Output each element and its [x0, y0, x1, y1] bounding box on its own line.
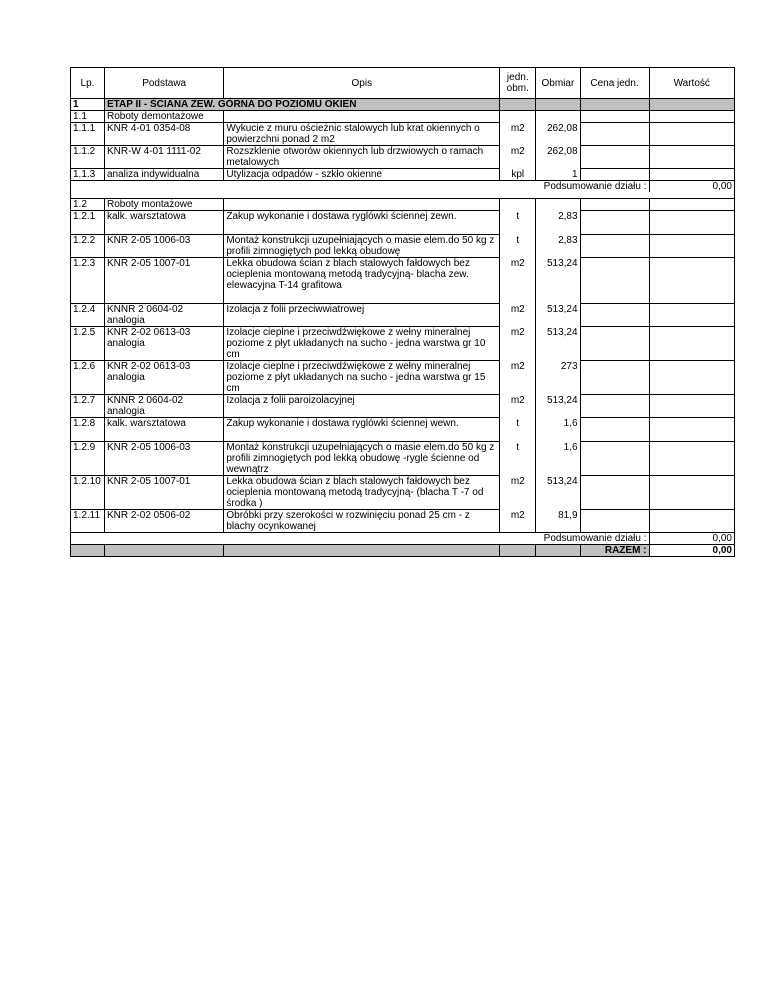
table-row [71, 418, 735, 442]
item-obmiar: 273 [536, 361, 580, 395]
table-row [71, 510, 735, 533]
item-obmiar: 513,24 [536, 258, 580, 304]
item-wartosc [649, 395, 734, 418]
item-cena [580, 442, 649, 476]
item-cena [580, 211, 649, 235]
header-opis: Opis [224, 68, 500, 99]
item-wartosc [649, 304, 734, 327]
table-row [71, 361, 735, 395]
item-wartosc [649, 146, 734, 169]
item-obmiar: 1 [536, 169, 580, 181]
item-lp: 1.2.11 [71, 510, 105, 533]
etap-lp: 1 [71, 99, 105, 111]
table-row [71, 327, 735, 361]
item-podstawa: KNR 2-05 1007-01 [104, 258, 223, 304]
item-wartosc [649, 169, 734, 181]
item-jedn: m2 [500, 258, 536, 304]
summary-label: Podsumowanie działu : [71, 181, 650, 193]
item-lp: 1.2.9 [71, 442, 105, 476]
item-obmiar: 1,6 [536, 418, 580, 442]
item-obmiar: 513,24 [536, 327, 580, 361]
item-cena [580, 146, 649, 169]
item-obmiar: 262,08 [536, 123, 580, 146]
item-podstawa: KNR 2-05 1006-03 [104, 235, 223, 258]
item-jedn: t [500, 418, 536, 442]
item-lp: 1.2.5 [71, 327, 105, 361]
item-jedn: m2 [500, 327, 536, 361]
table-row [71, 304, 735, 327]
item-opis: Montaż konstrukcji uzupełniających o masie elem.do 50 kg z profili zimnogiętych pod lekką obudowę -rygle ścienne od wewnątrz [224, 442, 500, 476]
total-row [71, 545, 735, 557]
item-opis: Obróbki przy szerokości w rozwinięciu ponad 25 cm - z blachy ocynkowanej [224, 510, 500, 533]
item-lp: 1.2.6 [71, 361, 105, 395]
table-row [71, 146, 735, 169]
item-obmiar: 2,83 [536, 211, 580, 235]
item-wartosc [649, 211, 734, 235]
table-row [71, 442, 735, 476]
section-row [71, 199, 735, 211]
item-podstawa: KNR 2-05 1006-03 [104, 442, 223, 476]
item-wartosc [649, 476, 734, 510]
section-lp: 1.1 [71, 111, 105, 123]
item-cena [580, 418, 649, 442]
item-podstawa: KNR 2-02 0613-03 analogia [104, 327, 223, 361]
item-opis: Montaż konstrukcji uzupełniających o masie elem.do 50 kg z profili zimnogiętych pod lekką obudowę [224, 235, 500, 258]
item-lp: 1.2.3 [71, 258, 105, 304]
item-jedn: m2 [500, 304, 536, 327]
item-jedn: t [500, 211, 536, 235]
section-row [71, 111, 735, 123]
item-wartosc [649, 235, 734, 258]
item-opis: Wykucie z muru ościeżnic stalowych lub krat okiennych o powierzchni ponad 2 m2 [224, 123, 500, 146]
header-obmiar: Obmiar [536, 68, 580, 99]
cost-estimate-table [70, 67, 735, 557]
item-lp: 1.2.7 [71, 395, 105, 418]
table-row [71, 169, 735, 181]
item-opis: Zakup wykonanie i dostawa ryglówki ściennej zewn. [224, 211, 500, 235]
header-podstawa: Podstawa [104, 68, 223, 99]
item-opis: Utylizacja odpadów - szkło okienne [224, 169, 500, 181]
header-wartosc: Wartość [649, 68, 734, 99]
item-podstawa: analiza indywidualna [104, 169, 223, 181]
total-value: 0,00 [649, 545, 734, 557]
item-jedn: m2 [500, 123, 536, 146]
header-cena: Cena jedn. [580, 68, 649, 99]
item-wartosc [649, 442, 734, 476]
section-lp: 1.2 [71, 199, 105, 211]
item-podstawa: KNR-W 4-01 1111-02 [104, 146, 223, 169]
item-lp: 1.2.4 [71, 304, 105, 327]
item-podstawa: KNNR 2 0604-02 analogia [104, 304, 223, 327]
section-summary-row [71, 533, 735, 545]
summary-label: Podsumowanie działu : [71, 533, 650, 545]
etap-row [71, 99, 735, 111]
summary-value: 0,00 [649, 181, 734, 193]
item-cena [580, 235, 649, 258]
header-jedn: jedn. obm. [500, 68, 536, 99]
table-row [71, 123, 735, 146]
item-podstawa: KNR 2-05 1007-01 [104, 476, 223, 510]
table-row [71, 211, 735, 235]
table-row [71, 235, 735, 258]
item-lp: 1.1.3 [71, 169, 105, 181]
item-jedn: t [500, 442, 536, 476]
item-podstawa: kalk. warsztatowa [104, 418, 223, 442]
item-cena [580, 169, 649, 181]
item-jedn: m2 [500, 476, 536, 510]
item-opis: Rozszklenie otworów okiennych lub drzwiowych o ramach metalowych [224, 146, 500, 169]
item-opis: Izolacje cieplne i przeciwdźwiękowe z wełny mineralnej poziome z płyt układanych na sucho - jedna warstwa gr 15 cm [224, 361, 500, 395]
item-obmiar: 81,9 [536, 510, 580, 533]
header-lp: Lp. [71, 68, 105, 99]
item-opis: Izolacje cieplne i przeciwdźwiękowe z wełny mineralnej poziome z płyt układanych na sucho - jedna warstwa gr 10 cm [224, 327, 500, 361]
table-row [71, 258, 735, 304]
item-cena [580, 304, 649, 327]
item-podstawa: KNNR 2 0604-02 analogia [104, 395, 223, 418]
table-header-row [71, 68, 735, 99]
item-lp: 1.2.8 [71, 418, 105, 442]
section-summary-row [71, 181, 735, 193]
item-lp: 1.2.10 [71, 476, 105, 510]
item-obmiar: 513,24 [536, 395, 580, 418]
item-podstawa: KNR 4-01 0354-08 [104, 123, 223, 146]
table-row [71, 476, 735, 510]
item-obmiar: 513,24 [536, 476, 580, 510]
item-obmiar: 262,08 [536, 146, 580, 169]
item-wartosc [649, 327, 734, 361]
item-lp: 1.1.1 [71, 123, 105, 146]
summary-value: 0,00 [649, 533, 734, 545]
item-cena [580, 476, 649, 510]
section-title: Roboty demontażowe [104, 111, 223, 123]
item-wartosc [649, 361, 734, 395]
item-jedn: m2 [500, 361, 536, 395]
item-jedn: m2 [500, 146, 536, 169]
item-jedn: t [500, 235, 536, 258]
item-podstawa: KNR 2-02 0506-02 [104, 510, 223, 533]
item-opis: Izolacja z folii paroizolacyjnej [224, 395, 500, 418]
item-lp: 1.1.2 [71, 146, 105, 169]
table-row [71, 395, 735, 418]
item-opis: Izolacja z folii przeciwwiatrowej [224, 304, 500, 327]
total-label: RAZEM : [580, 545, 649, 557]
item-jedn: m2 [500, 395, 536, 418]
item-cena [580, 123, 649, 146]
item-wartosc [649, 258, 734, 304]
item-podstawa: KNR 2-02 0613-03 analogia [104, 361, 223, 395]
item-opis: Zakup wykonanie i dostawa ryglówki ściennej wewn. [224, 418, 500, 442]
item-lp: 1.2.2 [71, 235, 105, 258]
item-cena [580, 395, 649, 418]
item-cena [580, 327, 649, 361]
item-wartosc [649, 418, 734, 442]
section-title: Roboty montażowe [104, 199, 223, 211]
item-cena [580, 258, 649, 304]
item-cena [580, 510, 649, 533]
item-obmiar: 2,83 [536, 235, 580, 258]
item-obmiar: 1,6 [536, 442, 580, 476]
item-jedn: m2 [500, 510, 536, 533]
item-lp: 1.2.1 [71, 211, 105, 235]
item-podstawa: kalk. warsztatowa [104, 211, 223, 235]
item-wartosc [649, 123, 734, 146]
item-opis: Lekka obudowa ścian z blach stalowych fałdowych bez ocieplenia montowaną metodą tradycyjną- blacha zew. elewacyjna T-14 grafitowa [224, 258, 500, 304]
item-obmiar: 513,24 [536, 304, 580, 327]
item-jedn: kpl [500, 169, 536, 181]
item-opis: Lekka obudowa ścian z blach stalowych fałdowych bez ocieplenia montowaną metodą tradycyjną- (blacha T -7 od środka ) [224, 476, 500, 510]
etap-title: ETAP II - ŚCIANA ZEW. GÓRNA DO POZIOMU OKIEN [104, 99, 499, 111]
item-wartosc [649, 510, 734, 533]
item-cena [580, 361, 649, 395]
